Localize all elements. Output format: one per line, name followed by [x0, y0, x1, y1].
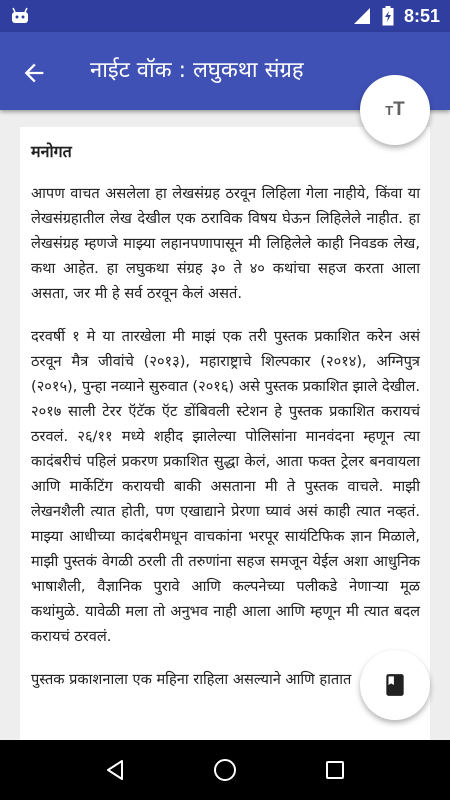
wifi-icon	[352, 6, 372, 26]
nav-recents-button[interactable]	[321, 756, 349, 784]
nav-back-icon	[103, 758, 127, 782]
status-time: 8:51	[403, 5, 440, 26]
section-heading: मनोगत	[31, 142, 72, 161]
status-bar	[0, 0, 450, 32]
battery-charging-icon	[382, 6, 394, 26]
android-icon	[10, 6, 30, 26]
nav-home-icon	[212, 757, 238, 783]
page-title: नाईट वॉक : लघुकथा संग्रह	[90, 58, 304, 83]
book-button[interactable]	[360, 650, 430, 720]
arrow-back-icon[interactable]	[20, 59, 48, 87]
nav-home-button[interactable]	[211, 756, 239, 784]
book-icon	[382, 672, 408, 698]
paragraph: आपण वाचत असलेला हा लेखसंग्रह ठरवून लिहिला गेला नाहीये, किंवा या लेखसंग्रहातील लेख देखील एक ठराविक विषय घेऊन लिहिलेले नाहीत. हा लेखसंग्रह म्हणजे माझ्या लहानपणापासून मी लिहिलेले काही निवडक लेख, कथा आहेत. हा लघुकथा संग्रह ३० ते ४० कथांचा सहज करता आला असता, जर मी हे सर्व ठरवून केलं असतं.	[31, 185, 420, 302]
paragraph: पुस्तक प्रकाशनाला एक महिना राहिला असल्याने आणि हातात	[31, 671, 352, 688]
paragraph: दरवर्षी १ मे या तारखेला मी माझं एक तरी पुस्तक प्रकाशित करेन असं ठरवून मैत्र जीवांचे (२०१३), महाराष्ट्राचे शिल्पकार (२०१४), अग्निपुत्र (२०१५), पुन्हा नव्याने सुरुवात (२०१६) असे पुस्तक प्रकाशित झाले देखील. २०१७ साली टेरर ऍटॅक ऍट डोंबिवली स्टेशन हे पुस्तक प्रकाशित करायचं ठरवलं. २६/११ मध्ये शहीद झालेल्या पोलिसांना मानवंदना म्हणून त्या कादंबरीचं पहिलं प्रकरण प्रकाशित सुद्धा केलं, आता फक्त ट्रेलर बनवायला आणि मार्केटिंग करायची बाकी असताना मी ते पुस्तक वाचले. माझी लेखनशैली त्यात होती, पण एखाद्याने प्रेरणा घ्यावं असं काही त्यात नव्हतं. माझ्या आधीच्या कादंबरीमधून वाचकांना भरपूर सायंटिफिक ज्ञान मिळाले, माझी पुस्तकं वेगळी ठरली ती तरुणांना सहज समजून येईल अशा आधुनिक भाषाशैली, वैज्ञानिक पुरावे आणि कल्पनेच्या पलीकडे नेणाऱ्या मूळ कथांमुळे. यावेळी मला तो अनुभव नाही आला आणि म्हणून मी त्यात बदल करायचं ठरवलं.	[31, 328, 420, 645]
text-size-button[interactable]	[360, 75, 430, 145]
nav-recents-icon	[324, 759, 346, 781]
text-size-icon: TT	[385, 99, 405, 120]
nav-back-button[interactable]	[101, 756, 129, 784]
navigation-bar	[0, 740, 450, 800]
content-card	[20, 127, 430, 747]
